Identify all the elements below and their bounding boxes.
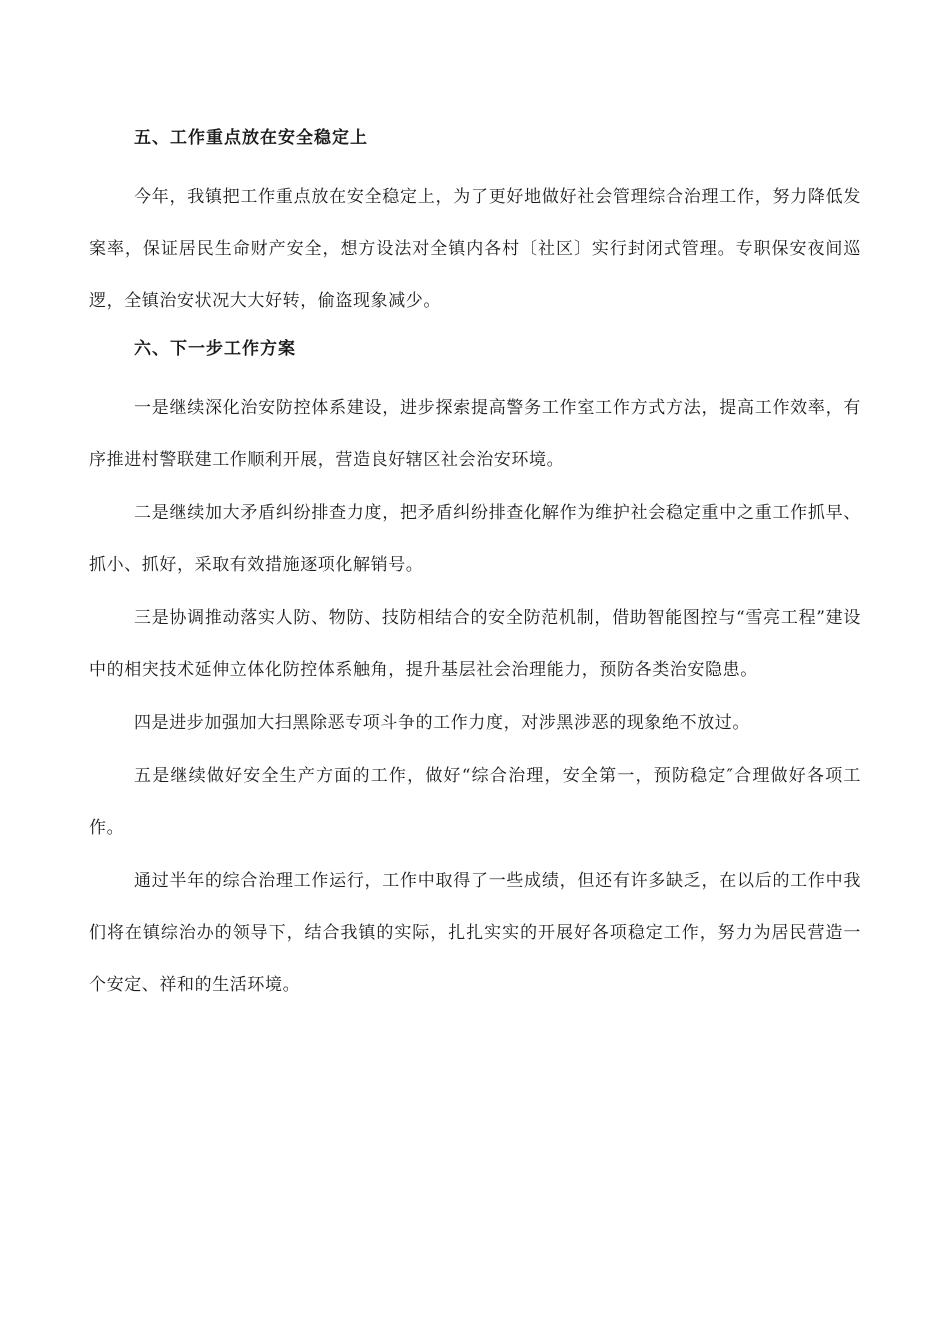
plan-item-3: 三是协调推动落实人防、物防、技防相结合的安全防范机制，借助智能图控与“雪亮工程”建设中的相宊技术延伸立体化防控体系触角，提升基层社会治理能力，预防各类治安隐患。 xyxy=(89,608,861,680)
plan-item-1: 一是继续深化治安防控体系建设，进步探索提高警务工作室工作方式方法，提高工作效率，有序推进村警联建工作顺利开展，营造良好辖区社会治安环境。 xyxy=(89,398,861,470)
section-5-paragraph: 今年，我镇把工作重点放在安全稳定上，为了更好地做好社会管理综合治理工作，努力降低发案率，保证居民生命财产安全，想方设法对全镇内各村〔社区〕实行封闭式管理。专职保安夜间巡逻，全镇治安状况大大好转，偷盗现象减少。 xyxy=(89,187,861,311)
closing-paragraph: 通过半年的综合治理工作运行，工作中取得了一些成绩，但还有许多缺乏，在以后的工作中我们将在镇综治办的领导下，结合我镇的实际，扎扎实实的开展好各项稳定工作，努力为居民营造一个安定、祥和的生活环境。 xyxy=(89,871,861,995)
section-heading-6: 六、下一步工作方案 xyxy=(134,339,296,359)
plan-item-2: 二是继续加大矛盾纠纷排查力度，把矛盾纠纷排查化解作为维护社会稳定重中之重工作抓早、抓小、抓好，采取有效措施逐项化解销号。 xyxy=(89,503,861,575)
section-heading-5: 五、工作重点放在安全稳定上 xyxy=(134,128,368,148)
document-body xyxy=(89,118,861,1012)
plan-item-5: 五是继续做好安全生产方面的工作，做好“综合治理，安全第一，预防稳定″合理做好各项工作。 xyxy=(89,766,861,838)
plan-item-4: 四是进步加强加大扫黑除恶专项斗争的工作力度，对涉黑涉恶的现象绝不放过。 xyxy=(134,713,750,733)
